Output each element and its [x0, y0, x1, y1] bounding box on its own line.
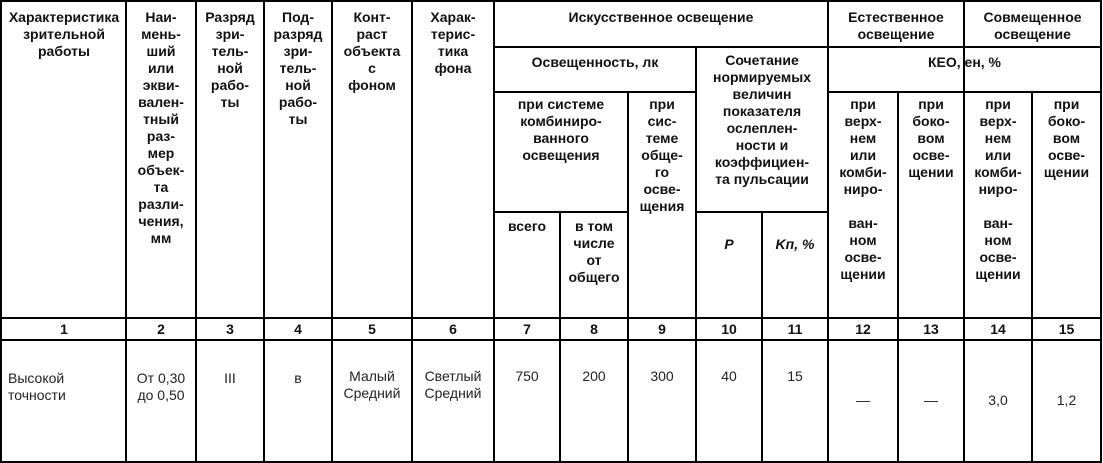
header-illuminance: Освещенность, лк [531, 54, 659, 70]
header-contrast: Конт- раст объекта с фоном [343, 9, 401, 93]
header-combined-side: при боко- вом осве- щении [1043, 96, 1090, 180]
header-incl-general: в том числе от общего [568, 218, 620, 285]
header-p: P [724, 236, 734, 252]
column-number: 6 [449, 321, 457, 337]
header-total: всего [507, 218, 547, 234]
header-min-size: Наи- мень- ший или экви- вален- тный раз- мер объек- та разли- чения, мм [137, 9, 185, 246]
header-natural-side: при боко- вом осве- щении [908, 96, 954, 180]
cell-p-value: 40 [721, 368, 737, 384]
cell-general-system: 300 [650, 368, 674, 384]
header-characteristic: Характеристика зрительной работы [8, 9, 120, 59]
header-general-system: при сис- теме обще- го осве- щения [639, 96, 685, 214]
cell-combined-top: 3,0 [988, 392, 1008, 408]
header-natural-lighting: Естественное освещение [848, 9, 944, 42]
header-natural-top: при верх- нем или комби- ниро- ван- ном осве- щении [839, 96, 887, 282]
cell-natural-top: — [856, 392, 870, 408]
cell-subcategory: в [294, 370, 302, 386]
header-combined-lighting: Совмещенное освещение [983, 9, 1082, 42]
column-number: 9 [658, 321, 666, 337]
cell-characteristic: Высокой точности [8, 370, 66, 403]
cell-combined-side: 1,2 [1056, 392, 1077, 408]
column-number: 10 [721, 321, 737, 337]
header-combined-top: при верх- нем или комби- ниро- ван- ном осве- щении [974, 96, 1022, 282]
header-combined-system: при системе комбиниро- ванного освещения [517, 96, 605, 163]
column-number: 15 [1058, 321, 1075, 337]
column-number: 1 [60, 321, 68, 337]
column-number: 5 [368, 321, 376, 337]
cell-kp-value: 15 [787, 368, 803, 384]
column-number: 2 [157, 321, 165, 337]
cell-contrast: Малый Средний [343, 368, 401, 401]
header-artificial-lighting: Искусственное освещение [568, 9, 754, 25]
column-number: 14 [990, 321, 1006, 337]
cell-background: Светлый Средний [424, 368, 482, 401]
header-subcategory: Под- разряд зри- тель- ной рабо- ты [273, 9, 323, 127]
column-number: 3 [226, 321, 234, 337]
header-category: Разряд зри- тель- ной рабо- ты [205, 9, 255, 110]
column-number: 12 [855, 321, 871, 337]
cell-min-size: От 0,30 до 0,50 [136, 370, 186, 403]
header-kp: Kп, % [775, 236, 815, 252]
cell-incl-general: 200 [582, 368, 606, 384]
cell-natural-side: — [924, 392, 938, 408]
cell-total: 750 [515, 368, 539, 384]
header-normalized-combination: Сочетание нормируемых величин показателя ослеплен- ности и коэффициен- та пульсации [712, 52, 811, 187]
cell-category: III [224, 370, 236, 386]
column-number: 7 [523, 321, 531, 337]
column-number: 8 [590, 321, 598, 337]
header-keo: КЕО, ен, % [927, 54, 1002, 70]
column-number: 11 [787, 321, 803, 337]
column-number: 4 [294, 321, 302, 337]
header-background: Харак- терис- тика фона [430, 9, 476, 76]
column-number: 13 [923, 321, 939, 337]
